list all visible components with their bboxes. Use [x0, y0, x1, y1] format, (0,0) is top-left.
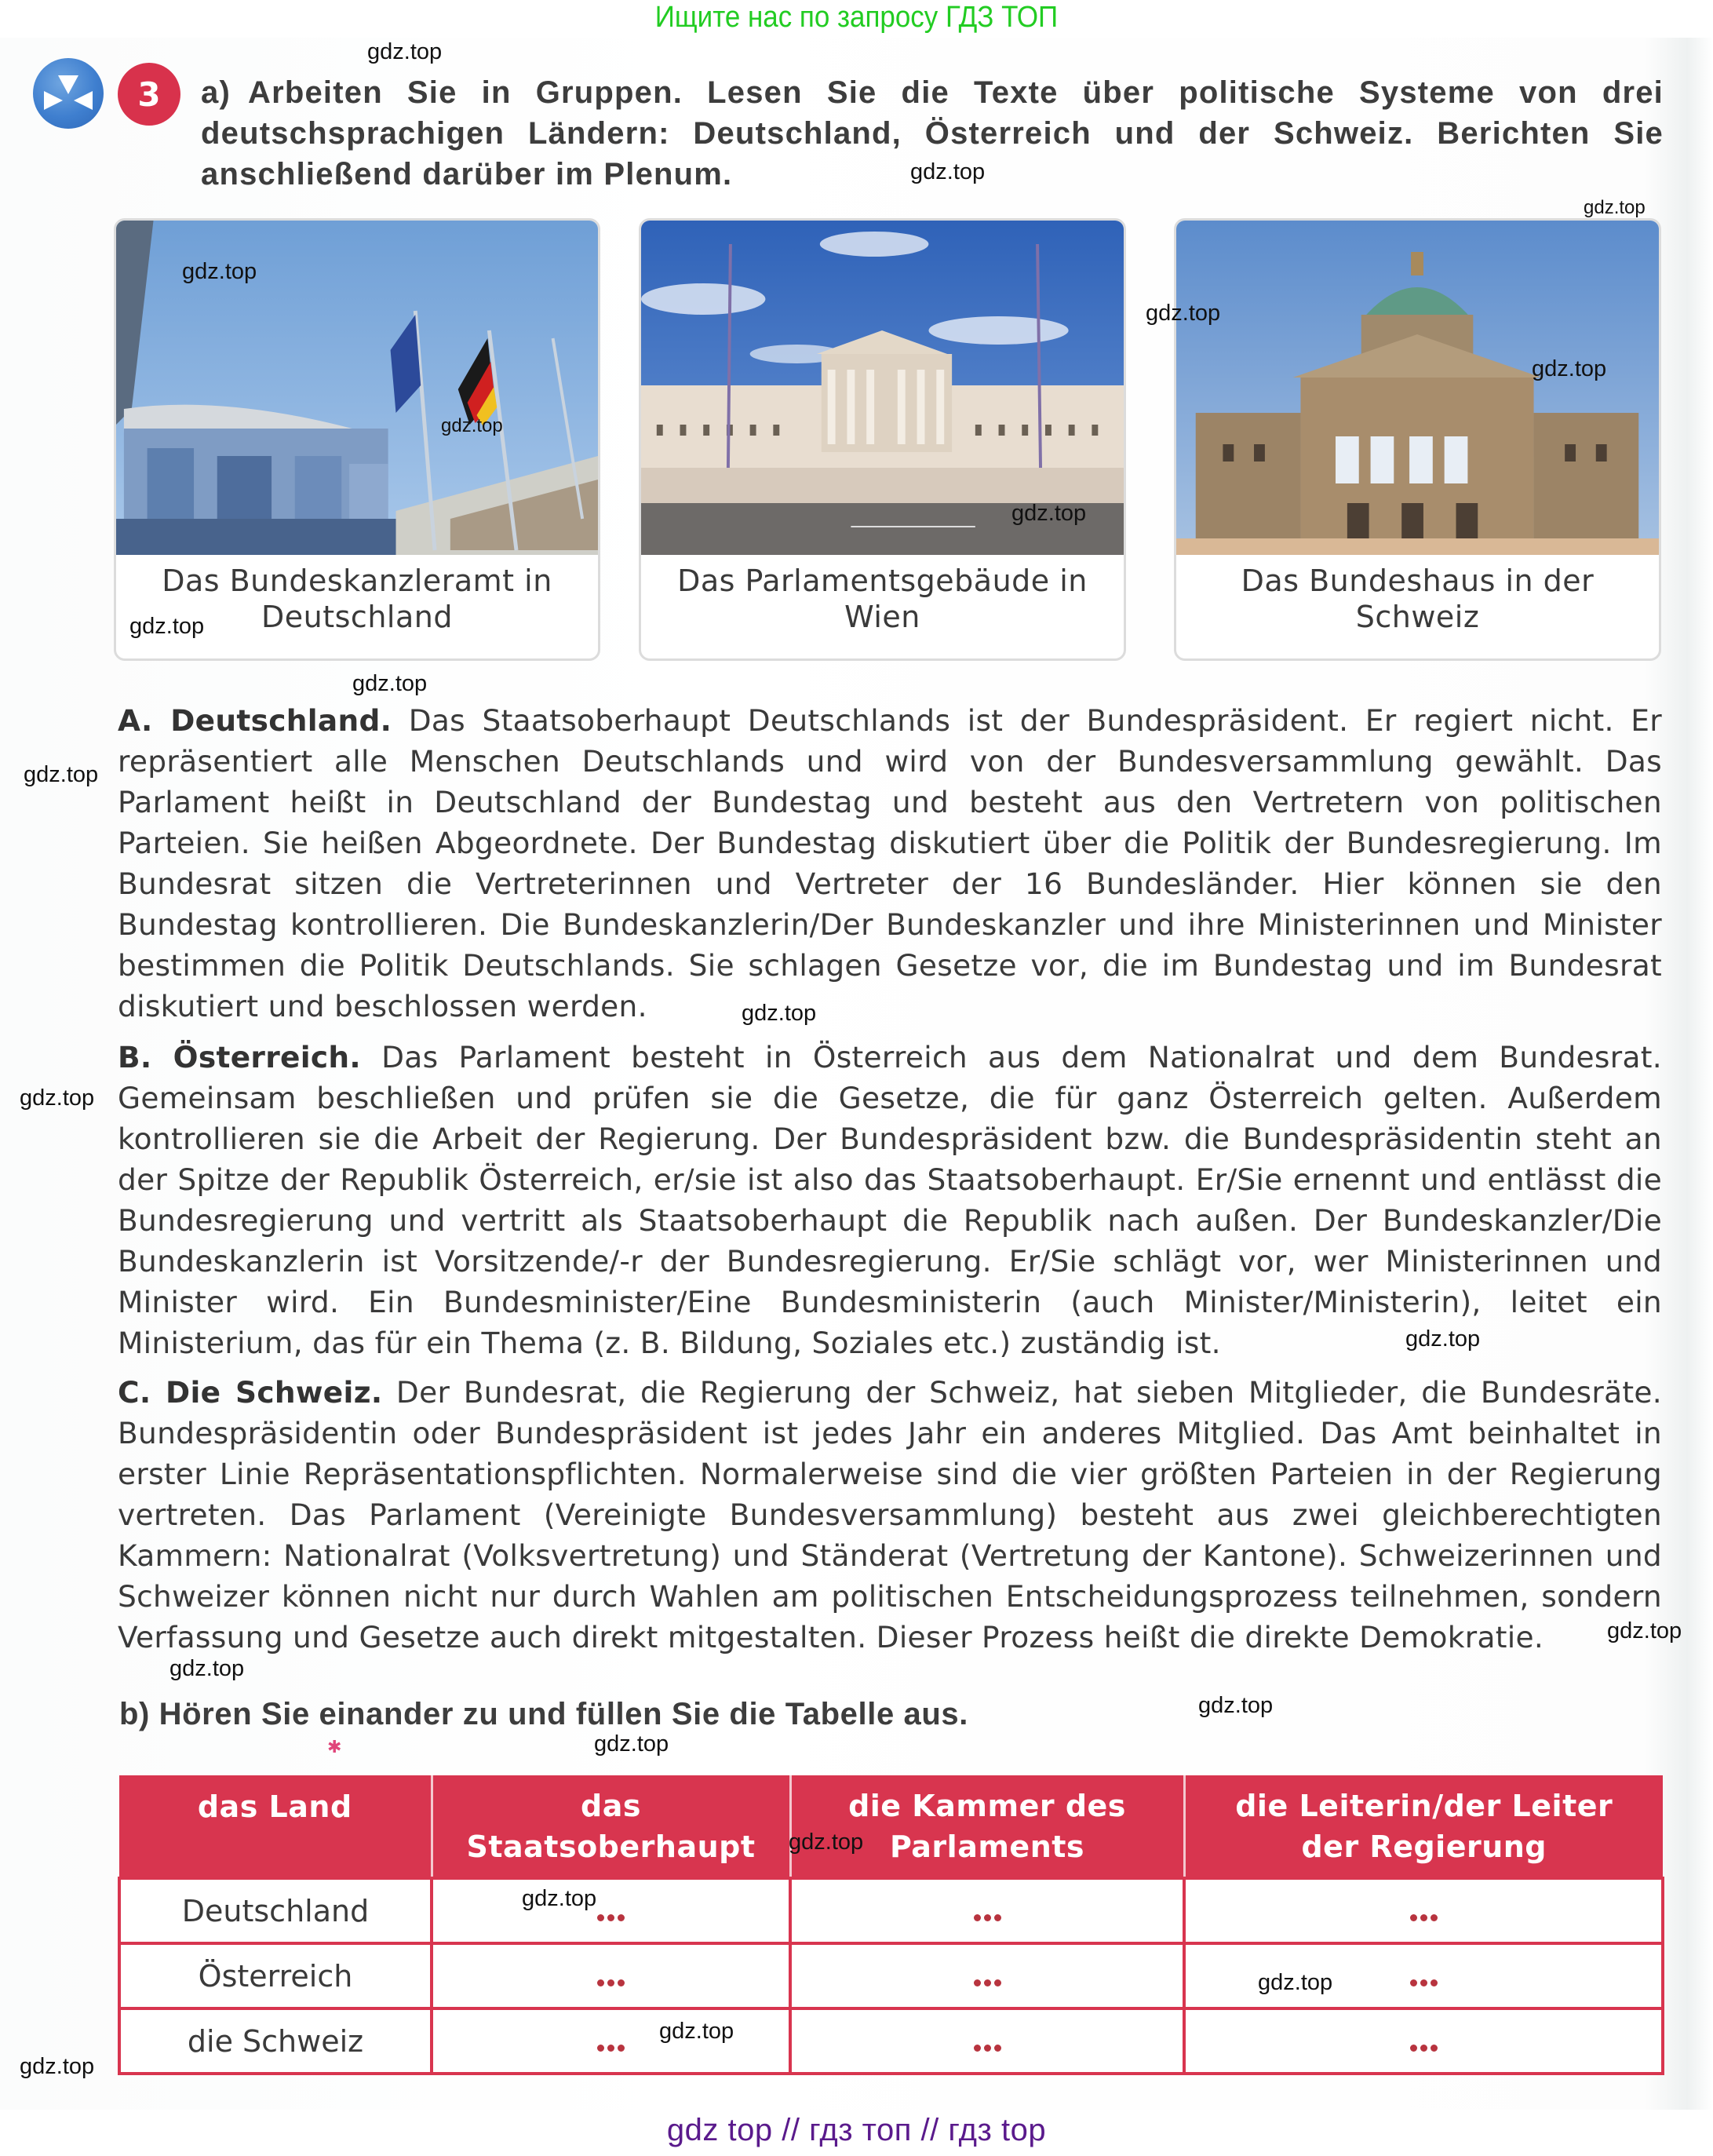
text-b-title: B. Österreich. [118, 1040, 361, 1074]
header-parliament-chamber: die Kammer des Parlaments [790, 1775, 1184, 1878]
watermark-text: gdz.top [659, 2019, 734, 2044]
text-a-body: Das Staatsoberhaupt Deutschlands ist der Bundespräsident. Er regiert nicht. Er repräsentiert alle Menschen Deutschlands und wird von der Bundesversammlung gewählt. Das Parlament heißt in Deutschland der Bundestag und besteht aus den Vertretern von politischen Parteien. Sie heißen Abgeordnete. Der Bundestag diskutiert über die Politik der Bundesregierung. Im Bundesrat sitzen die Vertreterinnen und Vertreter der 16 Bundesländer. Hier können sie den Bundestag kontrollieren. Die Bundeskanzlerin/Der Bundeskanzler und ihre Ministerinnen und Minister bestimmen die Politik Deutschlands. Sie schlagen Gesetze vor, die im Bundestag und im Bundesrat diskutiert und beschlossen werden. [118, 703, 1662, 1023]
text-c-switzerland [118, 1372, 1662, 1658]
text-b-austria [118, 1037, 1662, 1363]
table-row [119, 2008, 1663, 2074]
task-b-instruction: b) Hören Sie einander zu und füllen Sie die Tabelle aus. [119, 1697, 968, 1731]
watermark-text: gdz.top [1607, 1618, 1682, 1643]
header-head-of-state: das Staatsoberhaupt [432, 1775, 790, 1878]
task-a-text: Arbeiten Sie in Gruppen. Lesen Sie die Texte über politische Systeme von drei deutschsprachigen Ländern: Deutschland, Österreich und der Schweiz. Berichten Sie anschließend darüber im Plenum. [201, 75, 1664, 192]
table-row [119, 1878, 1663, 1943]
header-country: das Land [119, 1775, 432, 1878]
watermark-text: gdz.top [1532, 356, 1607, 381]
answer-cell-head-of-state[interactable] [432, 2008, 790, 2074]
caption-switzerland: Das Bundeshaus in der Schweiz [1241, 564, 1595, 634]
placeholder-dots-icon [974, 1903, 1001, 1921]
photo-card-switzerland [1174, 218, 1661, 661]
answer-cell-head-of-state[interactable] [432, 1878, 790, 1943]
watermark-text: gdz.top [169, 1656, 245, 1681]
watermark-text: gdz.top [1146, 301, 1221, 326]
comparison-table [118, 1775, 1664, 2075]
watermark-text: gdz.top [20, 1085, 95, 1111]
placeholder-dots-icon [1410, 1903, 1438, 1921]
answer-cell-government-leader[interactable] [1184, 1943, 1663, 2008]
photo-card-austria [639, 218, 1126, 661]
watermark-text: gdz.top [20, 2054, 95, 2079]
country-cell: die Schweiz [119, 2008, 432, 2074]
answer-cell-parliament[interactable] [790, 1878, 1184, 1943]
watermark-text: gdz.top [367, 39, 443, 64]
country-cell: Deutschland [119, 1878, 432, 1943]
country-cell: Österreich [119, 1943, 432, 2008]
answer-cell-government-leader[interactable] [1184, 2008, 1663, 2074]
watermark-text: gdz.top [1011, 501, 1087, 526]
watermark-text: gdz.top [594, 1731, 669, 1757]
caption-austria: Das Parlamentsgebäude in Wien [677, 564, 1088, 634]
watermark-text: gdz.top [522, 1886, 597, 1911]
answer-cell-head-of-state[interactable] [432, 1943, 790, 2008]
answer-cell-parliament[interactable] [790, 1943, 1184, 2008]
placeholder-dots-icon [597, 2034, 625, 2052]
decorative-mark: ✱ [327, 1738, 342, 1757]
placeholder-dots-icon [1410, 2034, 1438, 2052]
placeholder-dots-icon [1410, 1968, 1438, 1986]
watermark-text: gdz.top [789, 1829, 864, 1855]
placeholder-dots-icon [597, 1903, 625, 1921]
task-a-label: a) [201, 75, 231, 110]
search-banner: Ищите нас по запросу ГДЗ ТОП [654, 1, 1059, 34]
text-a-germany [118, 700, 1662, 1027]
swiss-federal-palace-photo [1176, 221, 1659, 555]
watermark-text: gdz.top [352, 671, 428, 696]
watermark-text: gdz.top [910, 159, 986, 184]
watermark-text: gdz.top [1405, 1326, 1481, 1352]
watermark-text: gdz.top [1198, 1693, 1274, 1718]
text-a-title: A. Deutschland. [118, 703, 392, 738]
table-row [119, 1943, 1663, 2008]
answer-cell-parliament[interactable] [790, 2008, 1184, 2074]
watermark-text: gdz.top [742, 1001, 817, 1026]
text-c-body: Der Bundesrat, die Regierung der Schweiz, hat sieben Mitglieder, die Bundesräte. Bundespräsidentin oder Bundespräsident ist jedes Jahr ein anderes Mitglied. Das Amt beinhaltet in erster Linie Repräsentationspflichten. Normalerweise sind die vier größten Parteien in der Regierung vertreten. Das Parlament (Vereinigte Bundesversammlung) besteht aus zwei gleichberechtigten Kammern: Nationalrat (Volksvertretung) und Ständerat (Vertretung der Kantone). Schweizerinnen und Schweizer können nicht nur durch Wahlen am politischen Entscheidungsprozess teilnehmen, sondern Verfassung und Gesetze auch direkt mitgestalten. Dieser Prozess heißt die direkte Demokratie. [118, 1375, 1662, 1654]
task-number-badge: 3 [118, 63, 180, 126]
footer-links: gdz top // гдз топ // гдз top [666, 2113, 1047, 2147]
answer-cell-government-leader[interactable] [1184, 1878, 1663, 1943]
group-work-icon [33, 58, 104, 129]
watermark-text: gdz.top [441, 415, 503, 436]
text-c-title: C. Die Schweiz. [118, 1375, 383, 1410]
watermark-text: gdz.top [1584, 197, 1646, 218]
placeholder-dots-icon [597, 1968, 625, 1986]
watermark-text: gdz.top [182, 259, 257, 284]
header-government-leader: die Leiterin/der Leiter der Regierung [1184, 1775, 1663, 1878]
placeholder-dots-icon [974, 2034, 1001, 2052]
table-header-row [119, 1775, 1663, 1878]
watermark-text: gdz.top [1258, 1970, 1333, 1995]
caption-germany: Das Bundeskanzleramt in Deutschland [162, 564, 552, 634]
photo-card-germany [114, 218, 600, 661]
watermark-text: gdz.top [129, 614, 205, 639]
watermark-text: gdz.top [24, 762, 99, 787]
text-b-body: Das Parlament besteht in Österreich aus dem Nationalrat und dem Bundesrat. Gemeinsam beschließen und prüfen sie die Gesetze, die für ganz Österreich gelten. Außerdem kontrollieren sie die Arbeit der Regierung. Der Bundespräsident bzw. die Bundespräsidentin steht an der Spitze der Republik Österreich, er/sie ist also das Staatsoberhaupt. Er/Sie ernennt und entlässt die Bundesregierung und vertritt als Staatsoberhaupt die Republik nach außen. Der Bundeskanzler/Die Bundeskanzlerin ist Vorsitzende/-r der Bundesregierung. Er/Sie schlägt vor, wer Ministerinnen und Minister wird. Ein Bundesminister/Eine Bundesministerin (auch Minister/Ministerin), leitet ein Ministerium, das für ein Thema (z. B. Bildung, Soziales etc.) zuständig ist. [118, 1040, 1662, 1360]
placeholder-dots-icon [974, 1968, 1001, 1986]
